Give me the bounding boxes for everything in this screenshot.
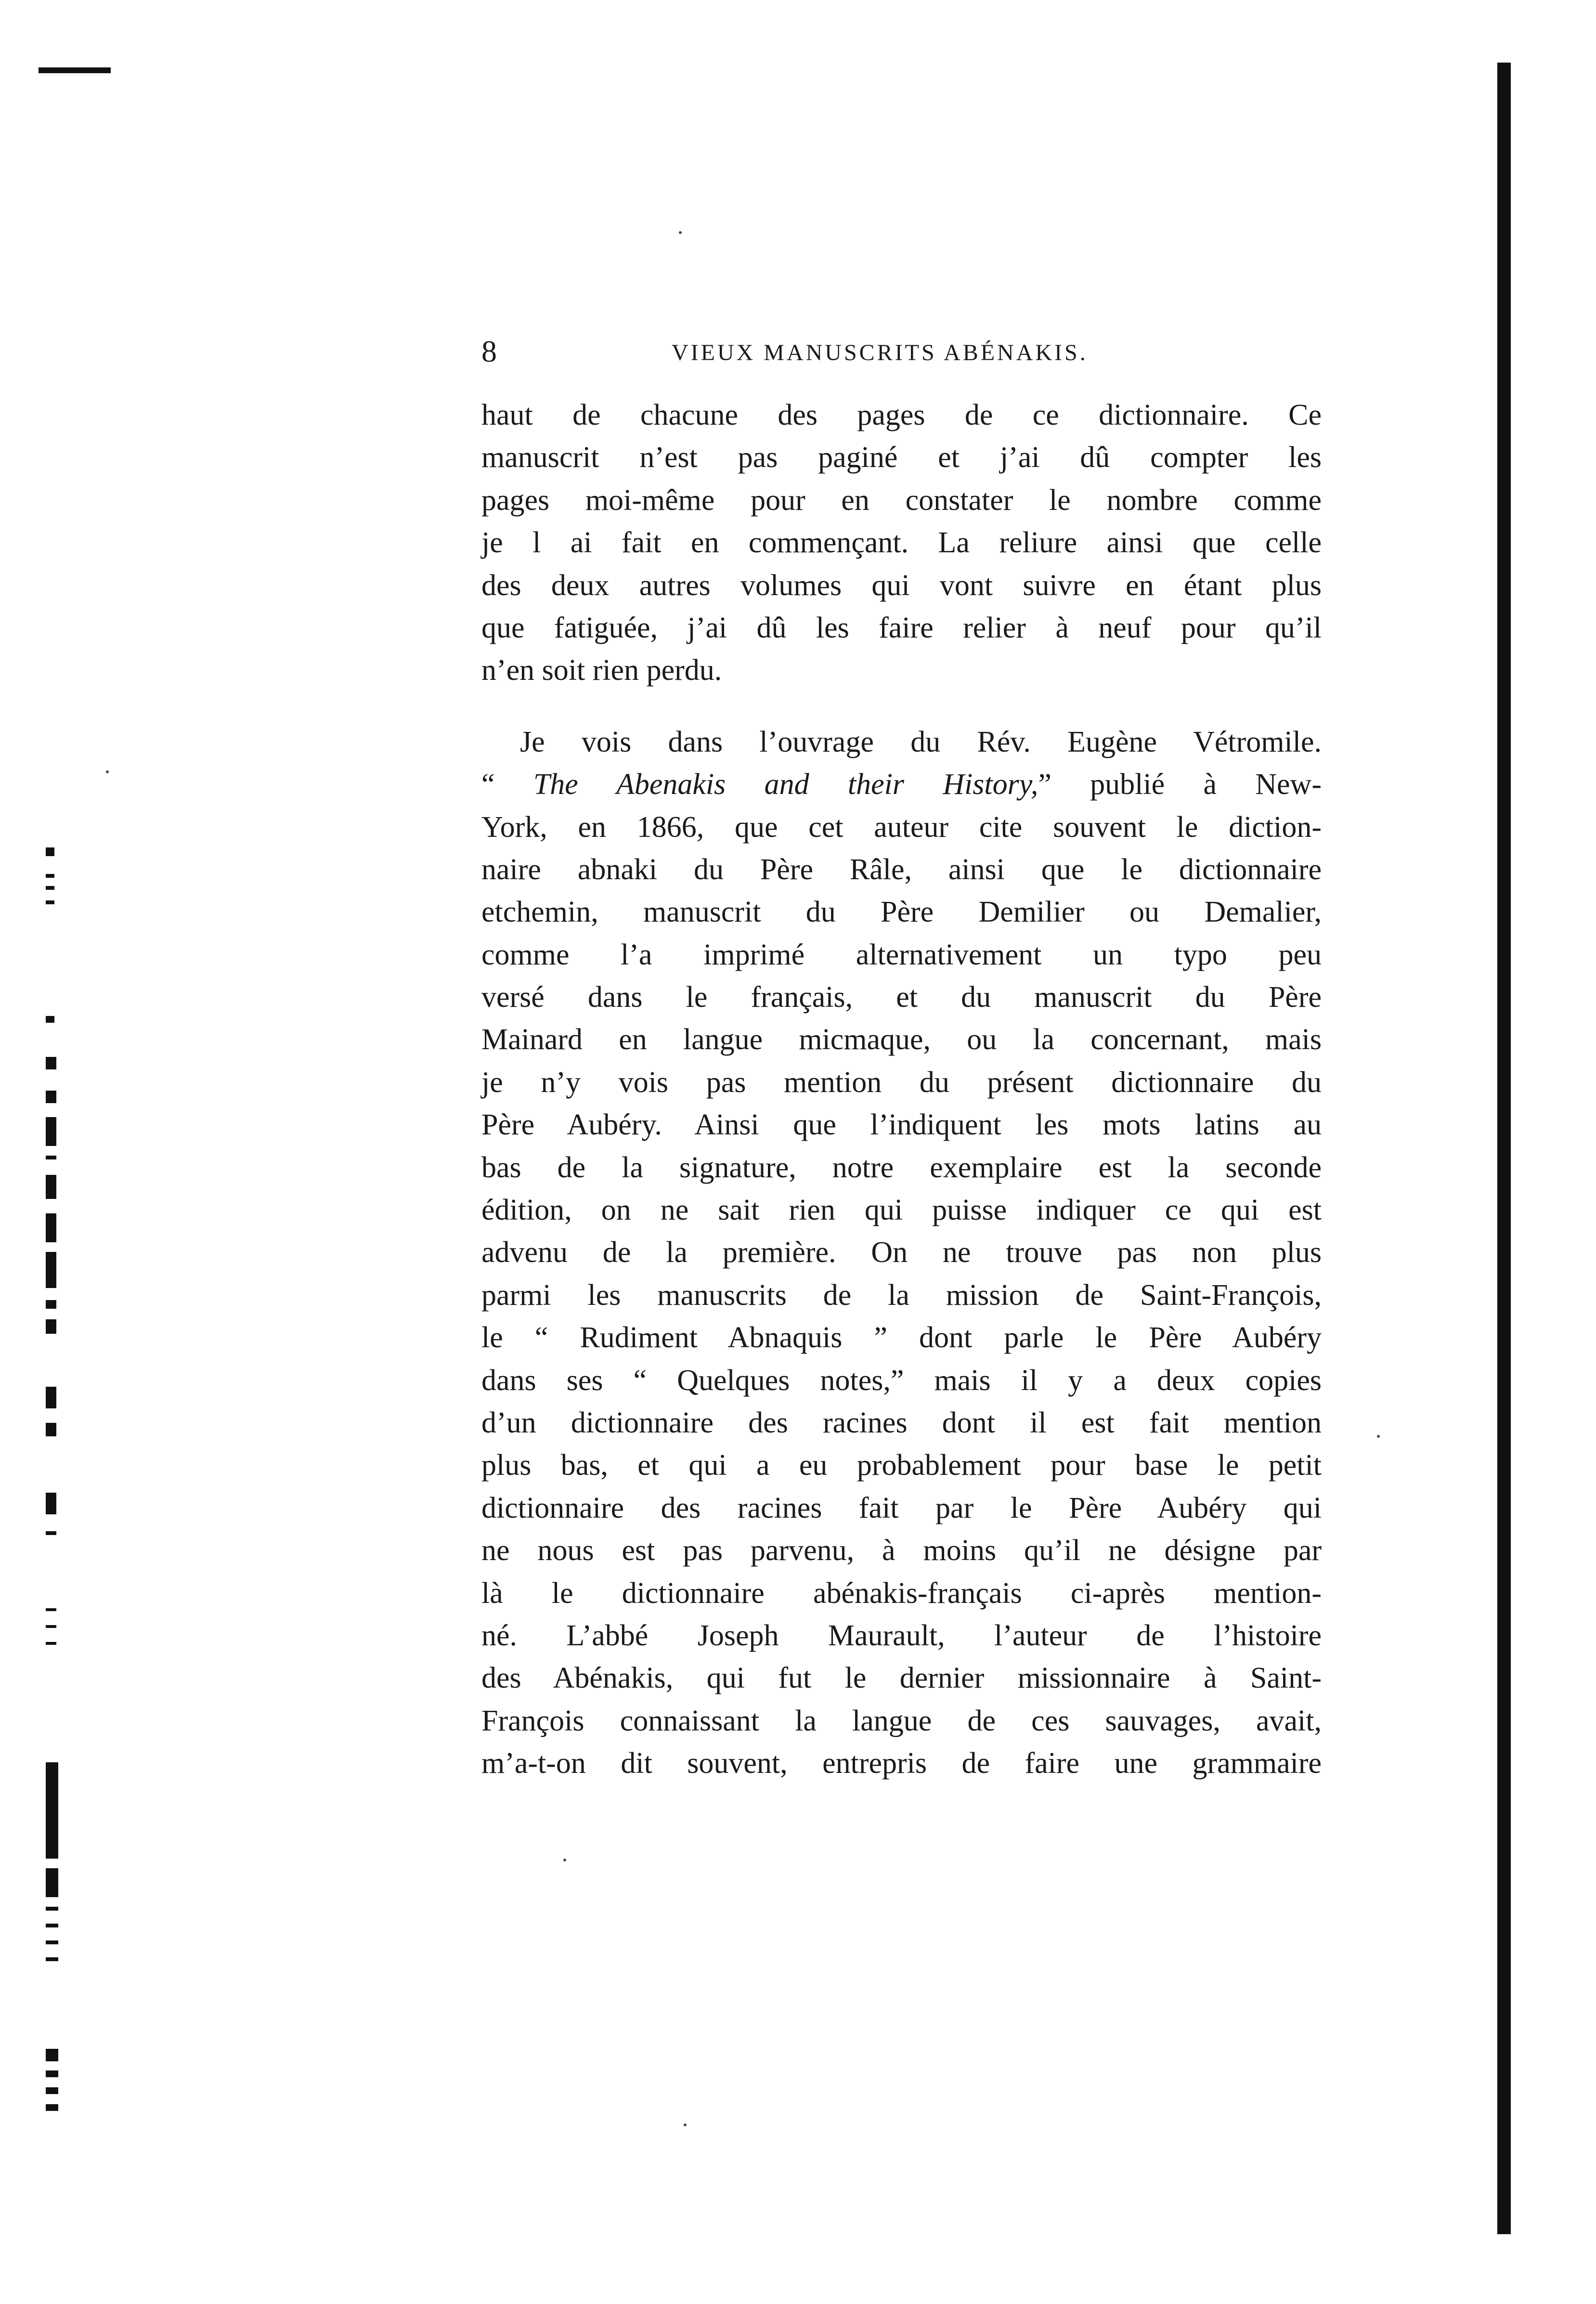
text-line: je n’y vois pas mention du présent dictionnaire du (481, 1066, 1322, 1099)
text-line: comme l’a imprimé alternativement un typo peu (481, 938, 1322, 971)
text-line: Je vois dans l’ouvrage du Rév. Eugène Vétromile. (520, 725, 1322, 758)
text-line: d’un dictionnaire des racines dont il est fait mention (481, 1406, 1322, 1439)
text-line: je l ai fait en commençant. La reliure ainsi que celle (481, 526, 1322, 560)
text-line: m’a-t-on dit souvent, entrepris de faire une grammaire (481, 1747, 1322, 1780)
paragraph-1 (481, 394, 1322, 692)
text-line: parmi les manuscrits de la mission de Saint-François, (481, 1278, 1322, 1312)
page-number: 8 (481, 334, 497, 368)
text-line: là le dictionnaire abénakis-français ci-après mention- (481, 1576, 1322, 1610)
text-line: etchemin, manuscrit du Père Demilier ou Demalier, (481, 896, 1322, 929)
text-line: versé dans le français, et du manuscrit du Père (481, 981, 1322, 1014)
title-continuation: ” publié à New- (1038, 768, 1322, 801)
running-head-title: VIEUX MANUSCRITS ABÉNAKIS. (672, 340, 1088, 365)
scan-speck (1377, 1435, 1380, 1438)
text-line: ne nous est pas parvenu, à moins qu’il ne désigne par (481, 1534, 1322, 1567)
scan-speck (684, 2123, 687, 2126)
text-line: advenu de la première. On ne trouve pas non plus (481, 1236, 1322, 1269)
text-line: dans ses “ Quelques notes,” mais il y a deux copies (481, 1364, 1322, 1397)
text-line: haut de chacune des pages de ce dictionnaire. Ce (481, 399, 1322, 431)
text-line: n’en soit rien perdu. (481, 654, 722, 687)
scan-speck (679, 231, 682, 234)
running-head (481, 332, 1319, 371)
text-line: plus bas, et qui a eu probablement pour base le petit (481, 1449, 1322, 1482)
text-line: Père Aubéry. Ainsi que l’indiquent les mots latins au (481, 1108, 1322, 1142)
text-line: Mainard en langue micmaque, ou la concernant, mais (481, 1023, 1322, 1056)
text-line: pages moi-même pour en constater le nombre comme (481, 483, 1322, 517)
text-line: bas de la signature, notre exemplaire est la seconde (481, 1151, 1322, 1184)
text-line: naire abnaki du Père Râle, ainsi que le dictionnaire (481, 853, 1322, 886)
text-line: François connaissant la langue de ces sauvages, avait, (481, 1704, 1322, 1737)
text-line: manuscrit n’est pas paginé et j’ai dû compter les (481, 441, 1322, 474)
paragraph-2 (481, 721, 1322, 1785)
binding-edge-shadow (1497, 63, 1511, 2234)
scan-speck (106, 770, 109, 773)
text-line: des Abénakis, qui fut le dernier missionnaire à Saint- (481, 1662, 1322, 1695)
scan-speck (563, 1859, 566, 1861)
text-line: des deux autres volumes qui vont suivre en étant plus (481, 569, 1322, 602)
open-quote: “ (481, 768, 533, 801)
text-line: édition, on ne sait rien qui puisse indiquer ce qui est (481, 1194, 1322, 1227)
text-line: York, en 1866, que cet auteur cite souvent le diction- (481, 810, 1322, 844)
text-line-with-title (481, 763, 1322, 806)
text-line: dictionnaire des racines fait par le Père Aubéry qui (481, 1491, 1322, 1524)
book-title-italic: The Abenakis and their History, (533, 768, 1038, 801)
body-text (481, 394, 1322, 1785)
text-line: le “ Rudiment Abnaquis ” dont parle le Père Aubéry (481, 1321, 1322, 1354)
text-line: que fatiguée, j’ai dû les faire relier à neuf pour qu’il (481, 611, 1322, 644)
text-line: né. L’abbé Joseph Maurault, l’auteur de l’histoire (481, 1619, 1322, 1652)
scan-edge-marks (46, 0, 75, 2304)
